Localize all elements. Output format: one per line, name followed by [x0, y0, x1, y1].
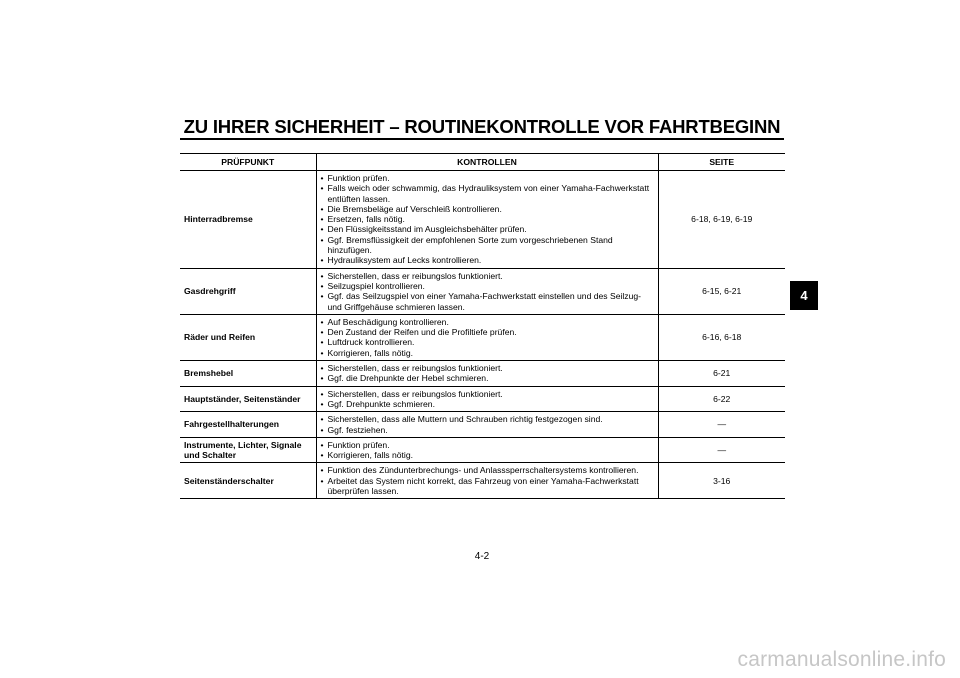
check-item: • Die Bremsbeläge auf Verschleiß kontrollieren.	[321, 204, 654, 214]
check-item: • Auf Beschädigung kontrollieren.	[321, 317, 654, 327]
watermark: carmanualsonline.info	[737, 648, 946, 671]
table-row	[180, 314, 785, 360]
row-checks	[316, 463, 658, 499]
row-checks	[316, 437, 658, 463]
check-item: • Sicherstellen, dass er reibungslos funktioniert.	[321, 271, 654, 281]
row-page: 6-15, 6-21	[658, 268, 785, 314]
table-row	[180, 463, 785, 499]
table-header-row	[180, 154, 785, 171]
table-row	[180, 361, 785, 387]
check-item: • Sicherstellen, dass er reibungslos funktioniert.	[321, 389, 654, 399]
check-item: • Den Zustand der Reifen und die Profiltiefe prüfen.	[321, 327, 654, 337]
check-item: • Ersetzen, falls nötig.	[321, 214, 654, 224]
header-item: PRÜFPUNKT	[180, 154, 316, 171]
checklist-table	[180, 153, 785, 499]
chapter-tab: 4	[790, 281, 818, 310]
check-item: • Korrigieren, falls nötig.	[321, 450, 654, 460]
check-item: • Ggf. Bremsflüssigkeit der empfohlenen Sorte zum vorgeschriebenen Stand hinzufügen.	[321, 235, 654, 256]
row-page: 6-22	[658, 386, 785, 412]
row-item: Fahrgestellhalterungen	[180, 412, 316, 438]
check-item: • Ggf. das Seilzugspiel von einer Yamaha-Fachwerkstatt einstellen und des Seilzug- und Griffgehäuse schmieren lassen.	[321, 291, 654, 312]
row-item: Instrumente, Lichter, Signale und Schalter	[180, 437, 316, 463]
table-row	[180, 412, 785, 438]
check-item: • Ggf. die Drehpunkte der Hebel schmieren.	[321, 373, 654, 383]
check-item: • Seilzugspiel kontrollieren.	[321, 281, 654, 291]
title-rule	[180, 138, 784, 140]
check-item: • Falls weich oder schwammig, das Hydrauliksystem von einer Yamaha-Fachwerkstatt entlüften lassen.	[321, 183, 654, 204]
row-item: Räder und Reifen	[180, 314, 316, 360]
row-item: Hinterradbremse	[180, 171, 316, 269]
check-item: • Den Flüssigkeitsstand im Ausgleichsbehälter prüfen.	[321, 224, 654, 234]
row-page: —	[658, 437, 785, 463]
check-item: • Arbeitet das System nicht korrekt, das Fahrzeug von einer Yamaha-Fachwerkstatt überprüfen lassen.	[321, 476, 654, 497]
table-row	[180, 386, 785, 412]
check-item: • Funktion des Zündunterbrechungs- und Anlasssperrschaltersystems kontrollieren.	[321, 465, 654, 475]
check-item: • Funktion prüfen.	[321, 440, 654, 450]
row-checks	[316, 171, 658, 269]
check-item: • Sicherstellen, dass alle Muttern und Schrauben richtig festgezogen sind.	[321, 414, 654, 424]
check-item: • Sicherstellen, dass er reibungslos funktioniert.	[321, 363, 654, 373]
header-page: SEITE	[658, 154, 785, 171]
row-checks	[316, 314, 658, 360]
page-number: 4-2	[474, 551, 490, 562]
check-item: • Hydrauliksystem auf Lecks kontrollieren.	[321, 255, 654, 265]
row-page: 3-16	[658, 463, 785, 499]
check-item: • Ggf. festziehen.	[321, 425, 654, 435]
row-checks	[316, 268, 658, 314]
row-page: 6-16, 6-18	[658, 314, 785, 360]
page-title: ZU IHRER SICHERHEIT – ROUTINEKONTROLLE VOR FAHRTBEGINN	[183, 116, 781, 137]
row-page: 6-21	[658, 361, 785, 387]
header-checks: KONTROLLEN	[316, 154, 658, 171]
row-item: Hauptständer, Seitenständer	[180, 386, 316, 412]
row-item: Bremshebel	[180, 361, 316, 387]
check-item: • Ggf. Drehpunkte schmieren.	[321, 399, 654, 409]
table-row	[180, 171, 785, 269]
check-item: • Korrigieren, falls nötig.	[321, 348, 654, 358]
row-item: Gasdrehgriff	[180, 268, 316, 314]
table-row	[180, 437, 785, 463]
table-row	[180, 268, 785, 314]
row-page: 6-18, 6-19, 6-19	[658, 171, 785, 269]
row-checks	[316, 412, 658, 438]
row-checks	[316, 386, 658, 412]
row-item: Seitenständerschalter	[180, 463, 316, 499]
check-item: • Funktion prüfen.	[321, 173, 654, 183]
row-checks	[316, 361, 658, 387]
check-item: • Luftdruck kontrollieren.	[321, 337, 654, 347]
row-page: —	[658, 412, 785, 438]
